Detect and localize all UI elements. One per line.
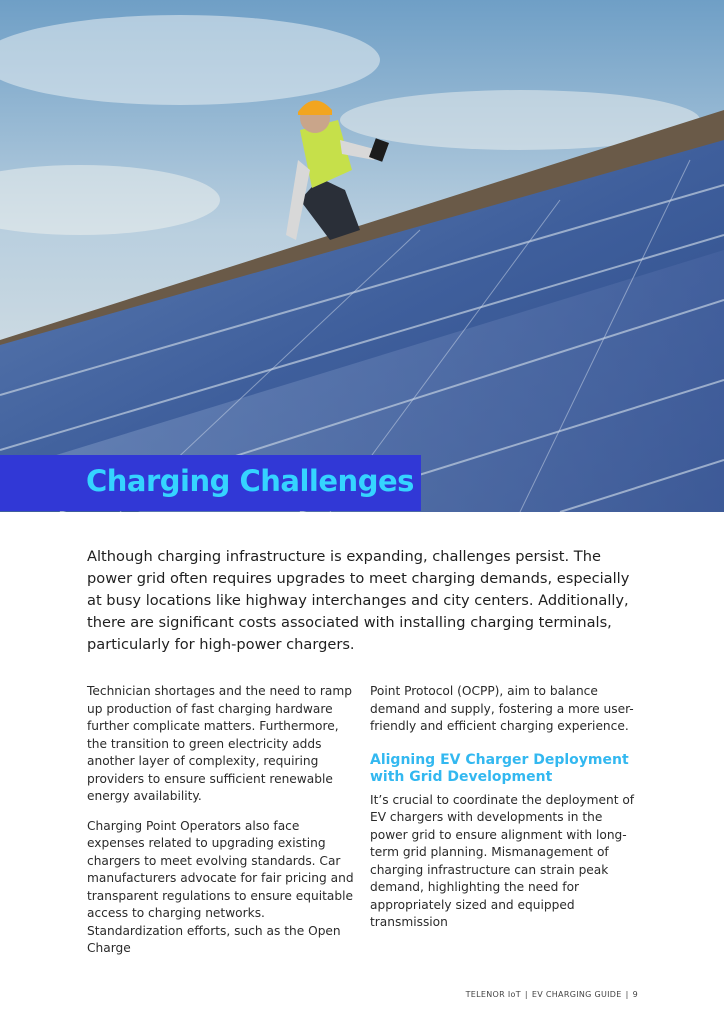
page-footer	[466, 990, 638, 999]
body-paragraph: Charging Point Operators also face expenses related to upgrading existing chargers to meet evolving standards. Car manufacturers advocate for fair pricing and transparent regulations to ensure equitable access to charging networks. Standardization efforts, such as the Open Charge	[87, 818, 354, 955]
page-number: 9	[632, 990, 638, 999]
body-paragraph: It’s crucial to coordinate the deployment of EV chargers with developments in the power grid to ensure alignment with long-term grid planning. Mismanagement of charging infrastructure can strain peak demand, highlighting the need for appropriately sized and equipped transmission	[370, 792, 635, 929]
footer-separator: |	[524, 990, 528, 999]
footer-brand: TELENOR IoT	[465, 990, 521, 999]
left-column	[87, 683, 355, 970]
body-paragraph: Point Protocol (OCPP), aim to balance demand and supply, fostering a more user-friendly and efficient charging experience.	[370, 684, 634, 733]
footer-separator: |	[625, 990, 629, 999]
footer-guide-title: EV CHARGING GUIDE	[531, 990, 622, 999]
right-column	[370, 683, 638, 944]
section-heading: Aligning EV Charger Deployment with Grid Development	[370, 751, 629, 785]
page-title: Charging Challenges	[86, 464, 414, 498]
title-band	[0, 455, 421, 511]
lead-paragraph: Although charging infrastructure is expanding, challenges persist. The power grid often requires upgrades to meet charging demands, especially at busy locations like highway interchanges and city centers. Additionally, there are significant costs associated with installing charging terminals, particularly for high-power chargers.	[87, 548, 630, 653]
body-paragraph: Technician shortages and the need to ramp up production of fast charging hardware further complicate matters. Furthermore, the transition to green electricity adds another layer of complexity, requiring providers to ensure sufficient renewable energy availability.	[87, 684, 353, 803]
